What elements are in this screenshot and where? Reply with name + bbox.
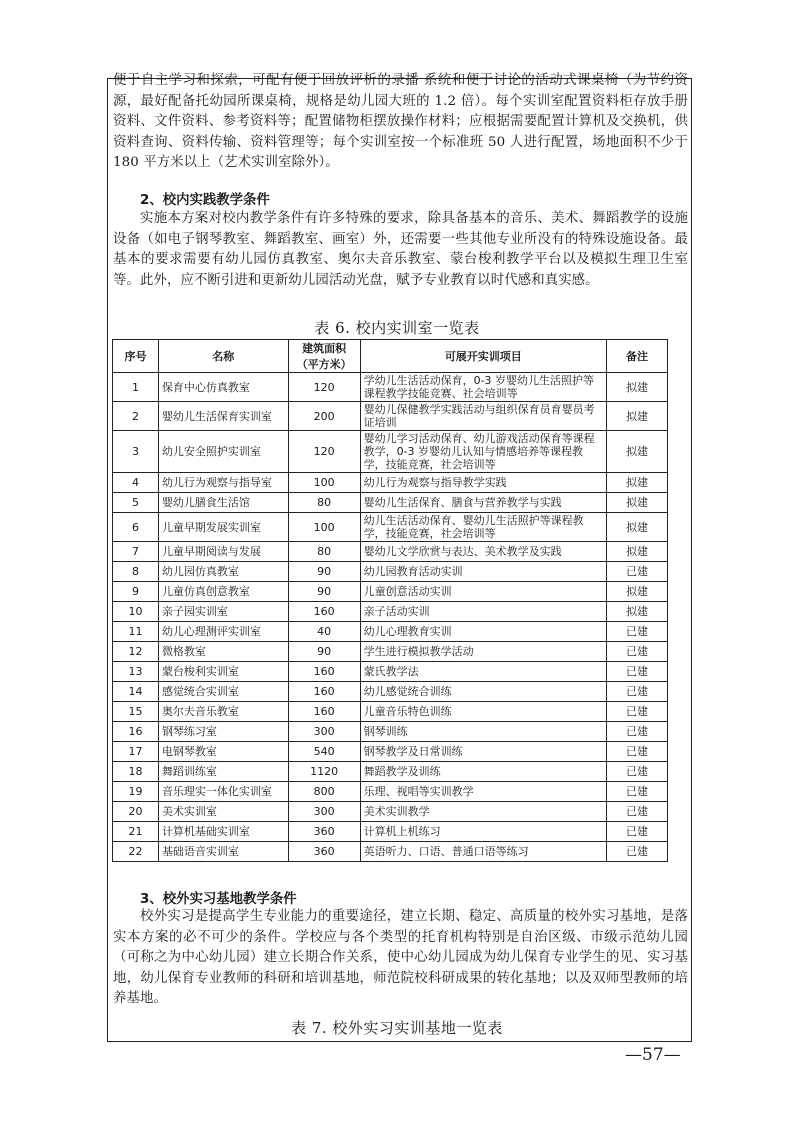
room-name-cell: 钢琴练习室 [158,722,288,742]
header-note: 备注 [607,340,668,373]
table-row [113,602,668,622]
area-cell: 80 [288,542,360,562]
row-number-cell: 4 [113,473,159,493]
note-cell: 已建 [607,782,668,802]
room-name-cell: 奥尔夫音乐教室 [158,702,288,722]
area-cell: 160 [288,602,360,622]
training-items-cell: 幼儿感觉统合训练 [360,682,606,702]
row-number-cell: 14 [113,682,159,702]
room-name-cell: 婴幼儿生活保育实训室 [158,402,288,431]
area-cell: 540 [288,742,360,762]
row-number-cell: 22 [113,842,159,862]
table-row [113,642,668,662]
room-name-cell: 蒙台梭利实训室 [158,662,288,682]
row-number-cell: 11 [113,622,159,642]
room-name-cell: 幼儿行为观察与指导室 [158,473,288,493]
table-row [113,782,668,802]
note-cell: 已建 [607,742,668,762]
table-6-body [113,373,668,862]
note-cell: 已建 [607,762,668,782]
area-cell: 40 [288,622,360,642]
training-items-cell: 英语听力、口语、普通口语等练习 [360,842,606,862]
area-cell: 300 [288,802,360,822]
row-number-cell: 13 [113,662,159,682]
note-cell: 已建 [607,802,668,822]
row-number-cell: 3 [113,431,159,473]
room-name-cell: 电钢琴教室 [158,742,288,762]
table-row [113,662,668,682]
row-number-cell: 21 [113,822,159,842]
note-cell: 拟建 [607,542,668,562]
table-row [113,513,668,542]
training-items-cell: 儿童创意活动实训 [360,582,606,602]
header-items: 可展开实训项目 [360,340,606,373]
training-items-cell: 舞蹈教学及训练 [360,762,606,782]
row-number-cell: 9 [113,582,159,602]
area-cell: 160 [288,702,360,722]
area-cell: 90 [288,582,360,602]
room-name-cell: 婴幼儿膳食生活馆 [158,493,288,513]
area-cell: 90 [288,562,360,582]
room-name-cell: 儿童早期阅读与发展 [158,542,288,562]
room-name-cell: 美术实训室 [158,802,288,822]
training-items-cell: 婴幼儿学习活动保育、幼儿游戏活动保育等课程教学，0-3 岁婴幼儿认知与情感培养等课程教学，技能竞赛，社会培训等 [360,431,606,473]
area-cell: 360 [288,842,360,862]
area-cell: 90 [288,642,360,662]
header-no: 序号 [113,340,159,373]
table-row [113,622,668,642]
room-name-cell: 儿童早期发展实训室 [158,513,288,542]
row-number-cell: 17 [113,742,159,762]
row-number-cell: 8 [113,562,159,582]
area-cell: 1120 [288,762,360,782]
table-row [113,582,668,602]
row-number-cell: 5 [113,493,159,513]
page-number: —57— [625,1045,681,1065]
note-cell: 已建 [607,622,668,642]
room-name-cell: 儿童仿真创意教室 [158,582,288,602]
row-number-cell: 6 [113,513,159,542]
training-items-cell: 乐理、视唱等实训教学 [360,782,606,802]
table-row [113,402,668,431]
paragraph-3: 校外实习是提高学生专业能力的重要途径，建立长期、稳定、高质量的校外实习基地，是落实本方案的必不可少的条件。学校应与各个类型的托育机构特别是自治区级、市级示范幼儿园（可称之为中心幼儿园）建立长期合作关系，使中心幼儿园成为幼儿保育专业学生的见、实习基地，幼儿保育专业教师的科研和培训基地，师范院校科研成果的转化基地；以及双师型教师的培养基地。 [113,909,688,1007]
note-cell: 已建 [607,682,668,702]
table-row [113,682,668,702]
room-name-cell: 感觉统合实训室 [158,682,288,702]
training-items-cell: 婴幼儿生活保育、膳食与营养教学与实践 [360,493,606,513]
area-cell: 100 [288,473,360,493]
row-number-cell: 16 [113,722,159,742]
table-6-caption: 表 6. 校内实训室一览表 [314,319,480,337]
paragraph-2: 实施本方案对校内教学条件有许多特殊的要求，除具备基本的音乐、美术、舞蹈教学的设施设备（如电子钢琴教室、舞蹈教室、画室）外，还需要一些其他专业所没有的特殊设施设备。最基本的要求需要有幼儿园仿真教室、奥尔夫音乐教室、蒙台梭利教学平台以及模拟生理卫生室等。此外，应不断引进和更新幼儿园活动光盘，赋予专业教育以时代感和真实感。 [113,211,688,288]
note-cell: 拟建 [607,473,668,493]
note-cell: 拟建 [607,373,668,402]
training-items-cell: 幼儿生活活动保育、婴幼儿生活照护等课程教学，技能竞赛，社会培训等 [360,513,606,542]
training-items-cell: 儿童音乐特色训练 [360,702,606,722]
note-cell: 已建 [607,822,668,842]
header-area: 建筑面积（平方米） [288,340,360,373]
area-cell: 80 [288,493,360,513]
room-name-cell: 音乐理实一体化实训室 [158,782,288,802]
training-items-cell: 学幼儿生活活动保育，0-3 岁婴幼儿生活照护等课程教学技能竞赛、社会培训等 [360,373,606,402]
note-cell: 拟建 [607,402,668,431]
training-items-cell: 计算机上机练习 [360,822,606,842]
row-number-cell: 18 [113,762,159,782]
room-name-cell: 幼儿园仿真教室 [158,562,288,582]
table-7-caption: 表 7. 校外实习实训基地一览表 [291,1019,503,1037]
area-cell: 200 [288,402,360,431]
table-row [113,493,668,513]
training-items-cell: 幼儿心理教育实训 [360,622,606,642]
room-name-cell: 幼儿心理测评实训室 [158,622,288,642]
table-row [113,822,668,842]
area-cell: 300 [288,722,360,742]
note-cell: 拟建 [607,602,668,622]
row-number-cell: 15 [113,702,159,722]
table-row [113,842,668,862]
table-row [113,373,668,402]
room-name-cell: 基础语音实训室 [158,842,288,862]
training-items-cell: 蒙氏教学法 [360,662,606,682]
area-cell: 120 [288,373,360,402]
note-cell: 拟建 [607,431,668,473]
area-cell: 120 [288,431,360,473]
area-cell: 160 [288,662,360,682]
header-name: 名称 [158,340,288,373]
training-items-cell: 幼儿园教育活动实训 [360,562,606,582]
training-items-cell: 钢琴训练 [360,722,606,742]
row-number-cell: 19 [113,782,159,802]
note-cell: 已建 [607,842,668,862]
table-row [113,742,668,762]
table-header-row [113,340,668,373]
table-row [113,762,668,782]
table-row [113,542,668,562]
paragraph-top: 便于自主学习和探索，可配有便于回放评析的录播 系统和便于讨论的活动式课桌椅（为节约资源，最好配备托幼园所课桌椅，规格是幼儿园大班的 1.2 倍）。每个实训室配置资料柜存放手册资料、文件资料、参考资料等；配置储物柜摆放操作材料；应根据需要配置计算机及交换机，供资料查询、资料传输、资料管理等；每个实训室按一个标准班 50 人进行配置，场地面积不少于 180 平方米以上（艺术实训室除外）。 [113,73,688,171]
row-number-cell: 7 [113,542,159,562]
room-name-cell: 计算机基础实训室 [158,822,288,842]
training-items-cell: 美术实训教学 [360,802,606,822]
table-row [113,702,668,722]
training-items-cell: 婴幼儿文学欣赏与表达、美术教学及实践 [360,542,606,562]
room-name-cell: 亲子园实训室 [158,602,288,622]
room-name-cell: 舞蹈训练室 [158,762,288,782]
training-items-cell: 幼儿行为观察与指导教学实践 [360,473,606,493]
row-number-cell: 20 [113,802,159,822]
table-row [113,802,668,822]
note-cell: 已建 [607,642,668,662]
section-heading-3: 3、校外实习基地教学条件 [140,892,297,907]
area-cell: 360 [288,822,360,842]
table-row [113,562,668,582]
row-number-cell: 12 [113,642,159,662]
note-cell: 拟建 [607,513,668,542]
row-number-cell: 1 [113,373,159,402]
section-heading-2: 2、校内实践教学条件 [140,193,270,208]
table-row [113,722,668,742]
area-cell: 160 [288,682,360,702]
table-6 [112,339,668,862]
note-cell: 已建 [607,662,668,682]
table-row [113,473,668,493]
room-name-cell: 保育中心仿真教室 [158,373,288,402]
row-number-cell: 2 [113,402,159,431]
row-number-cell: 10 [113,602,159,622]
room-name-cell: 微格教室 [158,642,288,662]
table-row [113,431,668,473]
area-cell: 100 [288,513,360,542]
training-items-cell: 钢琴教学及日常训练 [360,742,606,762]
room-name-cell: 幼儿安全照护实训室 [158,431,288,473]
training-items-cell: 亲子活动实训 [360,602,606,622]
note-cell: 已建 [607,702,668,722]
note-cell: 已建 [607,722,668,742]
note-cell: 拟建 [607,493,668,513]
area-cell: 800 [288,782,360,802]
note-cell: 拟建 [607,582,668,602]
training-items-cell: 婴幼儿保健教学实践活动与组织保育员育婴员考证培训 [360,402,606,431]
training-items-cell: 学生进行模拟教学活动 [360,642,606,662]
note-cell: 已建 [607,562,668,582]
